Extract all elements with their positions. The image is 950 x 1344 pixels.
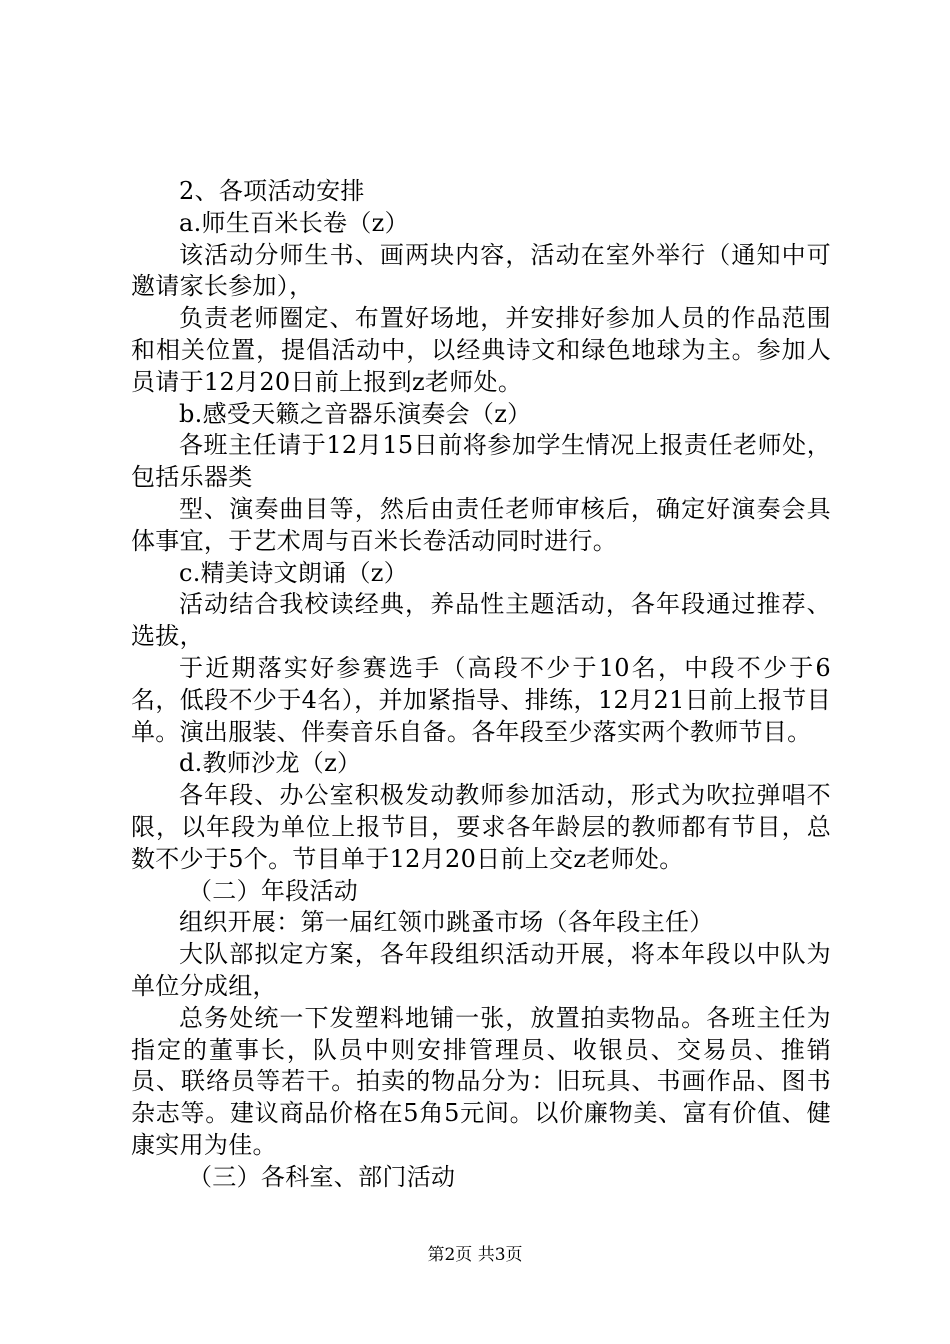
paragraph: 活动结合我校读经典，养品性主题活动，各年段通过推荐、选拔，: [131, 590, 831, 651]
paragraph-section-heading: 2、各项活动安排: [179, 177, 365, 205]
page-footer: 第2页 共3页: [427, 1245, 523, 1265]
paragraph: 型、演奏曲目等，然后由责任老师审核后，确定好演奏会具体事宜，于艺术周与百米长卷活动同时进行。: [131, 494, 831, 555]
paragraph: 该活动分师生书、画两块内容，活动在室外举行（通知中可邀请家长参加），: [131, 240, 831, 301]
paragraph: 负责老师圈定、布置好场地，并安排好参加人员的作品范围和相关位置，提倡活动中，以经典诗文和绿色地球为主。参加人员请于12月20日前上报到z老师处。: [131, 304, 831, 396]
paragraph: 于近期落实好参赛选手（高段不少于10名，中段不少于6名，低段不少于4名），并加紧指导、排练，12月21日前上报节目单。演出服装、伴奏音乐自备。各年段至少落实两个教师节目。: [131, 653, 831, 746]
paragraph: 总务处统一下发塑料地铺一张，放置拍卖物品。各班主任为指定的董事长，队员中则安排管理员、收银员、交易员、推销员、联络员等若干。拍卖的物品分为：旧玩具、书画作品、图书杂志等。建议商品价格在5角5元间。以价廉物美、富有价值、健康实用为佳。: [131, 1003, 831, 1159]
paragraph-subheading-b: b.感受天籁之音器乐演奏会（z）: [179, 399, 532, 428]
paragraph: 大队部拟定方案，各年段组织活动开展，将本年段以中队为单位分成组，: [131, 940, 831, 1000]
paragraph-subheading-a: a.师生百米长卷（z）: [179, 208, 409, 237]
paragraph-section-heading-2: （二）年段活动: [188, 876, 359, 905]
paragraph: 各班主任请于12月15日前将参加学生情况上报责任老师处，包括乐器类: [131, 431, 831, 492]
document-body: [131, 176, 831, 1194]
paragraph-section-heading-3: （三）各科室、部门活动: [188, 1162, 456, 1191]
paragraph: 各年段、办公室积极发动教师参加活动，形式为吹拉弹唱不限，以年段为单位上报节目，要求各年龄层的教师都有节目，总数不少于5个。节目单于12月20日前上交z老师处。: [131, 781, 831, 873]
paragraph: 组织开展：第一届红领巾跳蚤市场（各年段主任）: [179, 908, 714, 937]
paragraph-subheading-c: c.精美诗文朗诵（z）: [179, 558, 409, 587]
paragraph-subheading-d: d.教师沙龙（z）: [179, 749, 362, 778]
